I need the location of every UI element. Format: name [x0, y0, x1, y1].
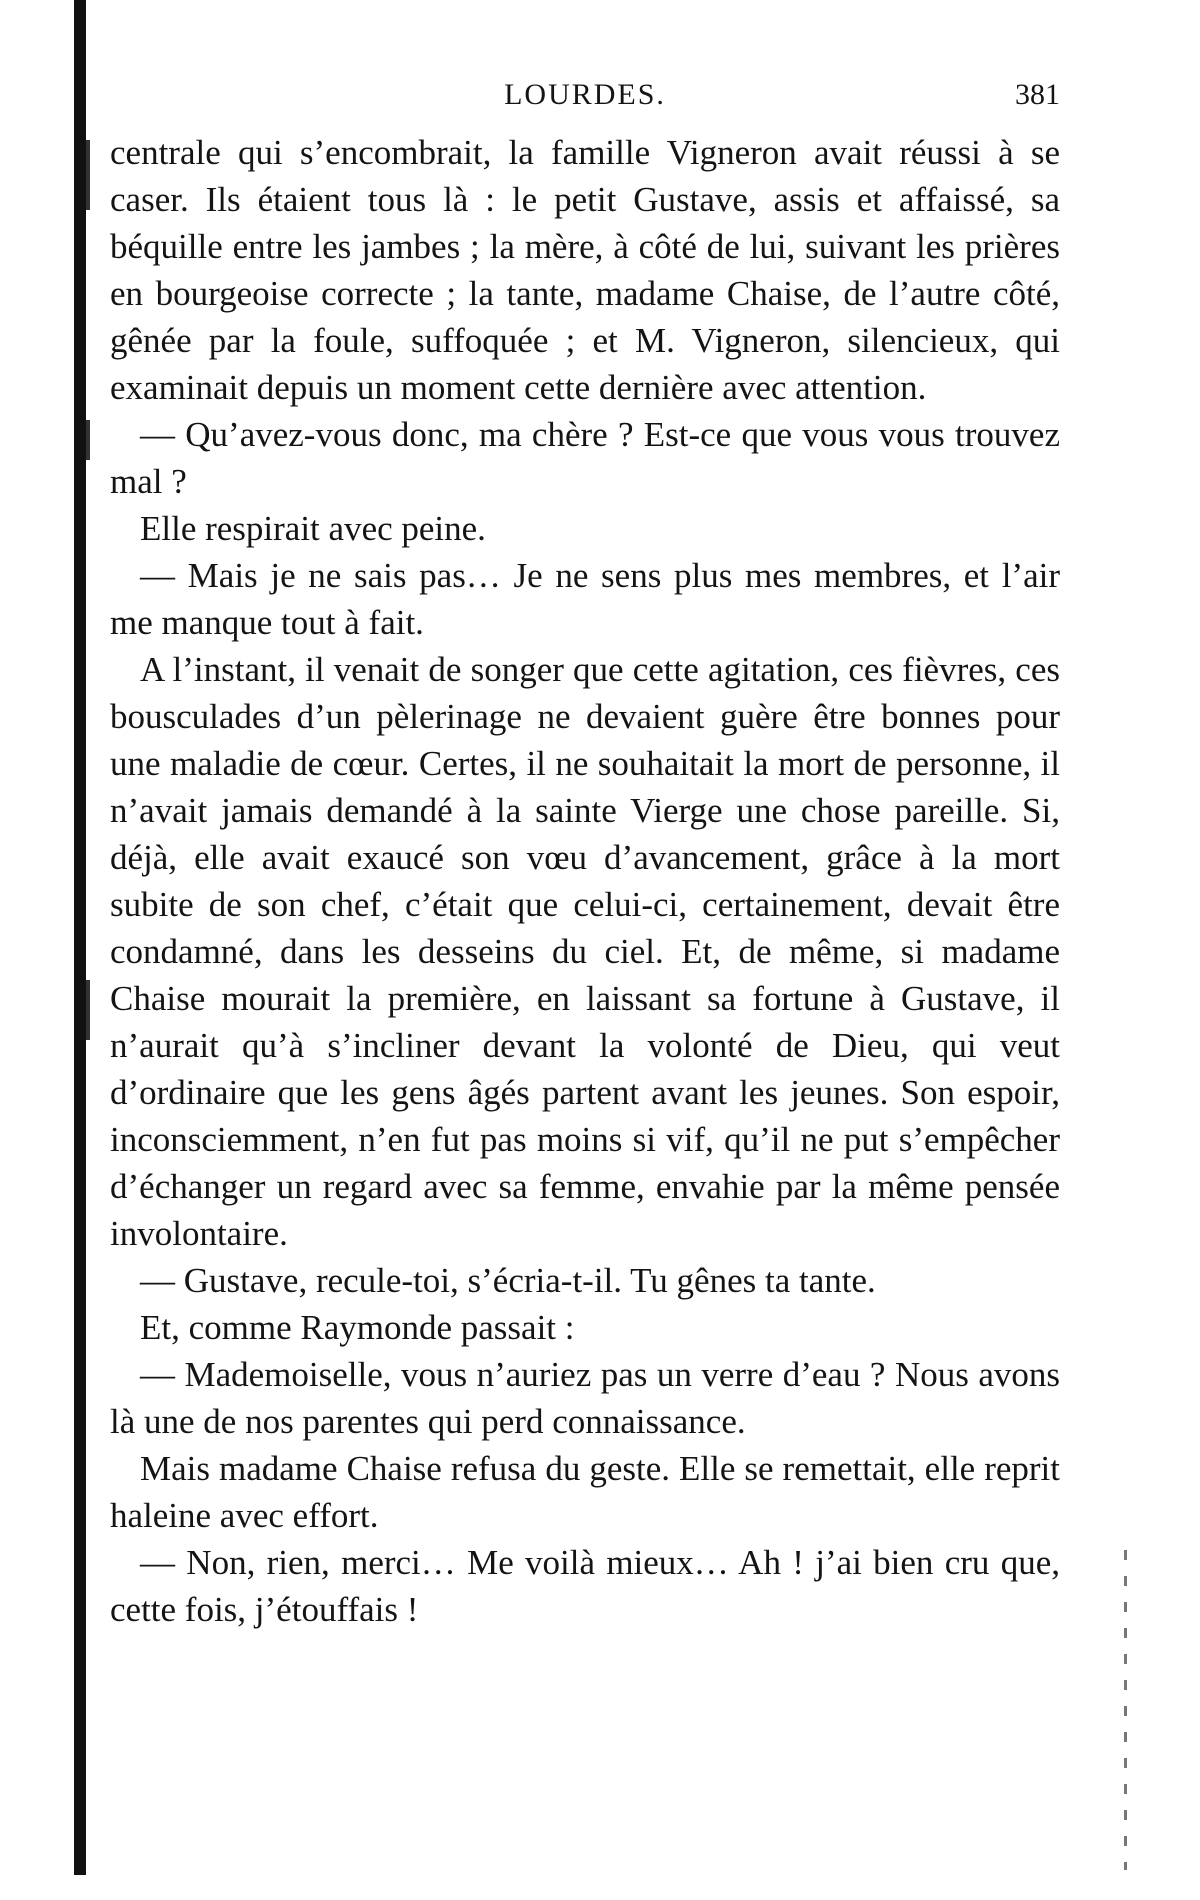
paragraph: — Gustave, recule-toi, s’écria-t-il. Tu gênes ta tante.: [140, 1261, 876, 1300]
running-title: LOURDES.: [504, 78, 666, 111]
binding-shadow-mark: [86, 980, 90, 1040]
paragraph: — Non, rien, merci… Me voilà mieux… Ah ! j’ai bien cru que, cette fois, j’étouffais !: [110, 1543, 1060, 1629]
paragraph: — Mademoiselle, vous n’auriez pas un verre d’eau ? Nous avons là une de nos parentes qui perd connaissance.: [110, 1355, 1060, 1441]
paragraph: A l’instant, il venait de songer que cette agitation, ces fièvres, ces bousculades d’un pèlerinage ne devaient guère être bonnes pour une maladie de cœur. Certes, il ne souhaitait la mort de personne, il n’avait jamais demandé à la sainte Vierge une chose pareille. Si, déjà, elle avait exaucé son vœu d’avancement, grâce à la mort subite de son chef, c’était que celui-ci, certainement, devait être condamné, dans les desseins du ciel. Et, de même, si madame Chaise mourait la première, en laissant sa fortune à Gustave, il n’aurait qu’à s’incliner devant la volonté de Dieu, qui veut d’ordinaire que les gens âgés partent avant les jeunes. Son espoir, inconsciemment, n’en fut pas moins si vif, qu’il ne put s’empêcher d’échanger un regard avec sa femme, envahie par la même pensée involontaire.: [110, 650, 1060, 1253]
paragraph: Et, comme Raymonde passait :: [140, 1308, 575, 1347]
paragraph: Mais madame Chaise refusa du geste. Elle se remettait, elle reprit haleine avec effort.: [110, 1449, 1060, 1535]
binding-shadow-mark: [86, 420, 90, 460]
paragraph: — Mais je ne sais pas… Je ne sens plus mes membres, et l’air me manque tout à fait.: [110, 556, 1060, 642]
page-number: 381: [1015, 78, 1060, 111]
running-head: [110, 78, 1060, 118]
paragraph: — Qu’avez-vous donc, ma chère ? Est-ce que vous vous trouvez mal ?: [110, 415, 1060, 501]
binding-shadow-mark: [86, 140, 90, 210]
page-edge-marks: [1124, 1550, 1127, 1870]
page-binding-edge: [74, 0, 86, 1875]
paragraph: centrale qui s’encombrait, la famille Vigneron avait réussi à se caser. Ils étaient tous là : le petit Gustave, assis et affaissé, sa béquille entre les jambes ; la mère, à côté de lui, suivant les prières en bourgeoise correcte ; la tante, madame Chaise, de l’autre côté, gênée par la foule, suffoquée ; et M. Vigneron, silencieux, qui examinait depuis un moment cette dernière avec attention.: [110, 133, 1060, 407]
paragraph: Elle respirait avec peine.: [140, 509, 486, 548]
body-text: [110, 129, 1060, 1633]
